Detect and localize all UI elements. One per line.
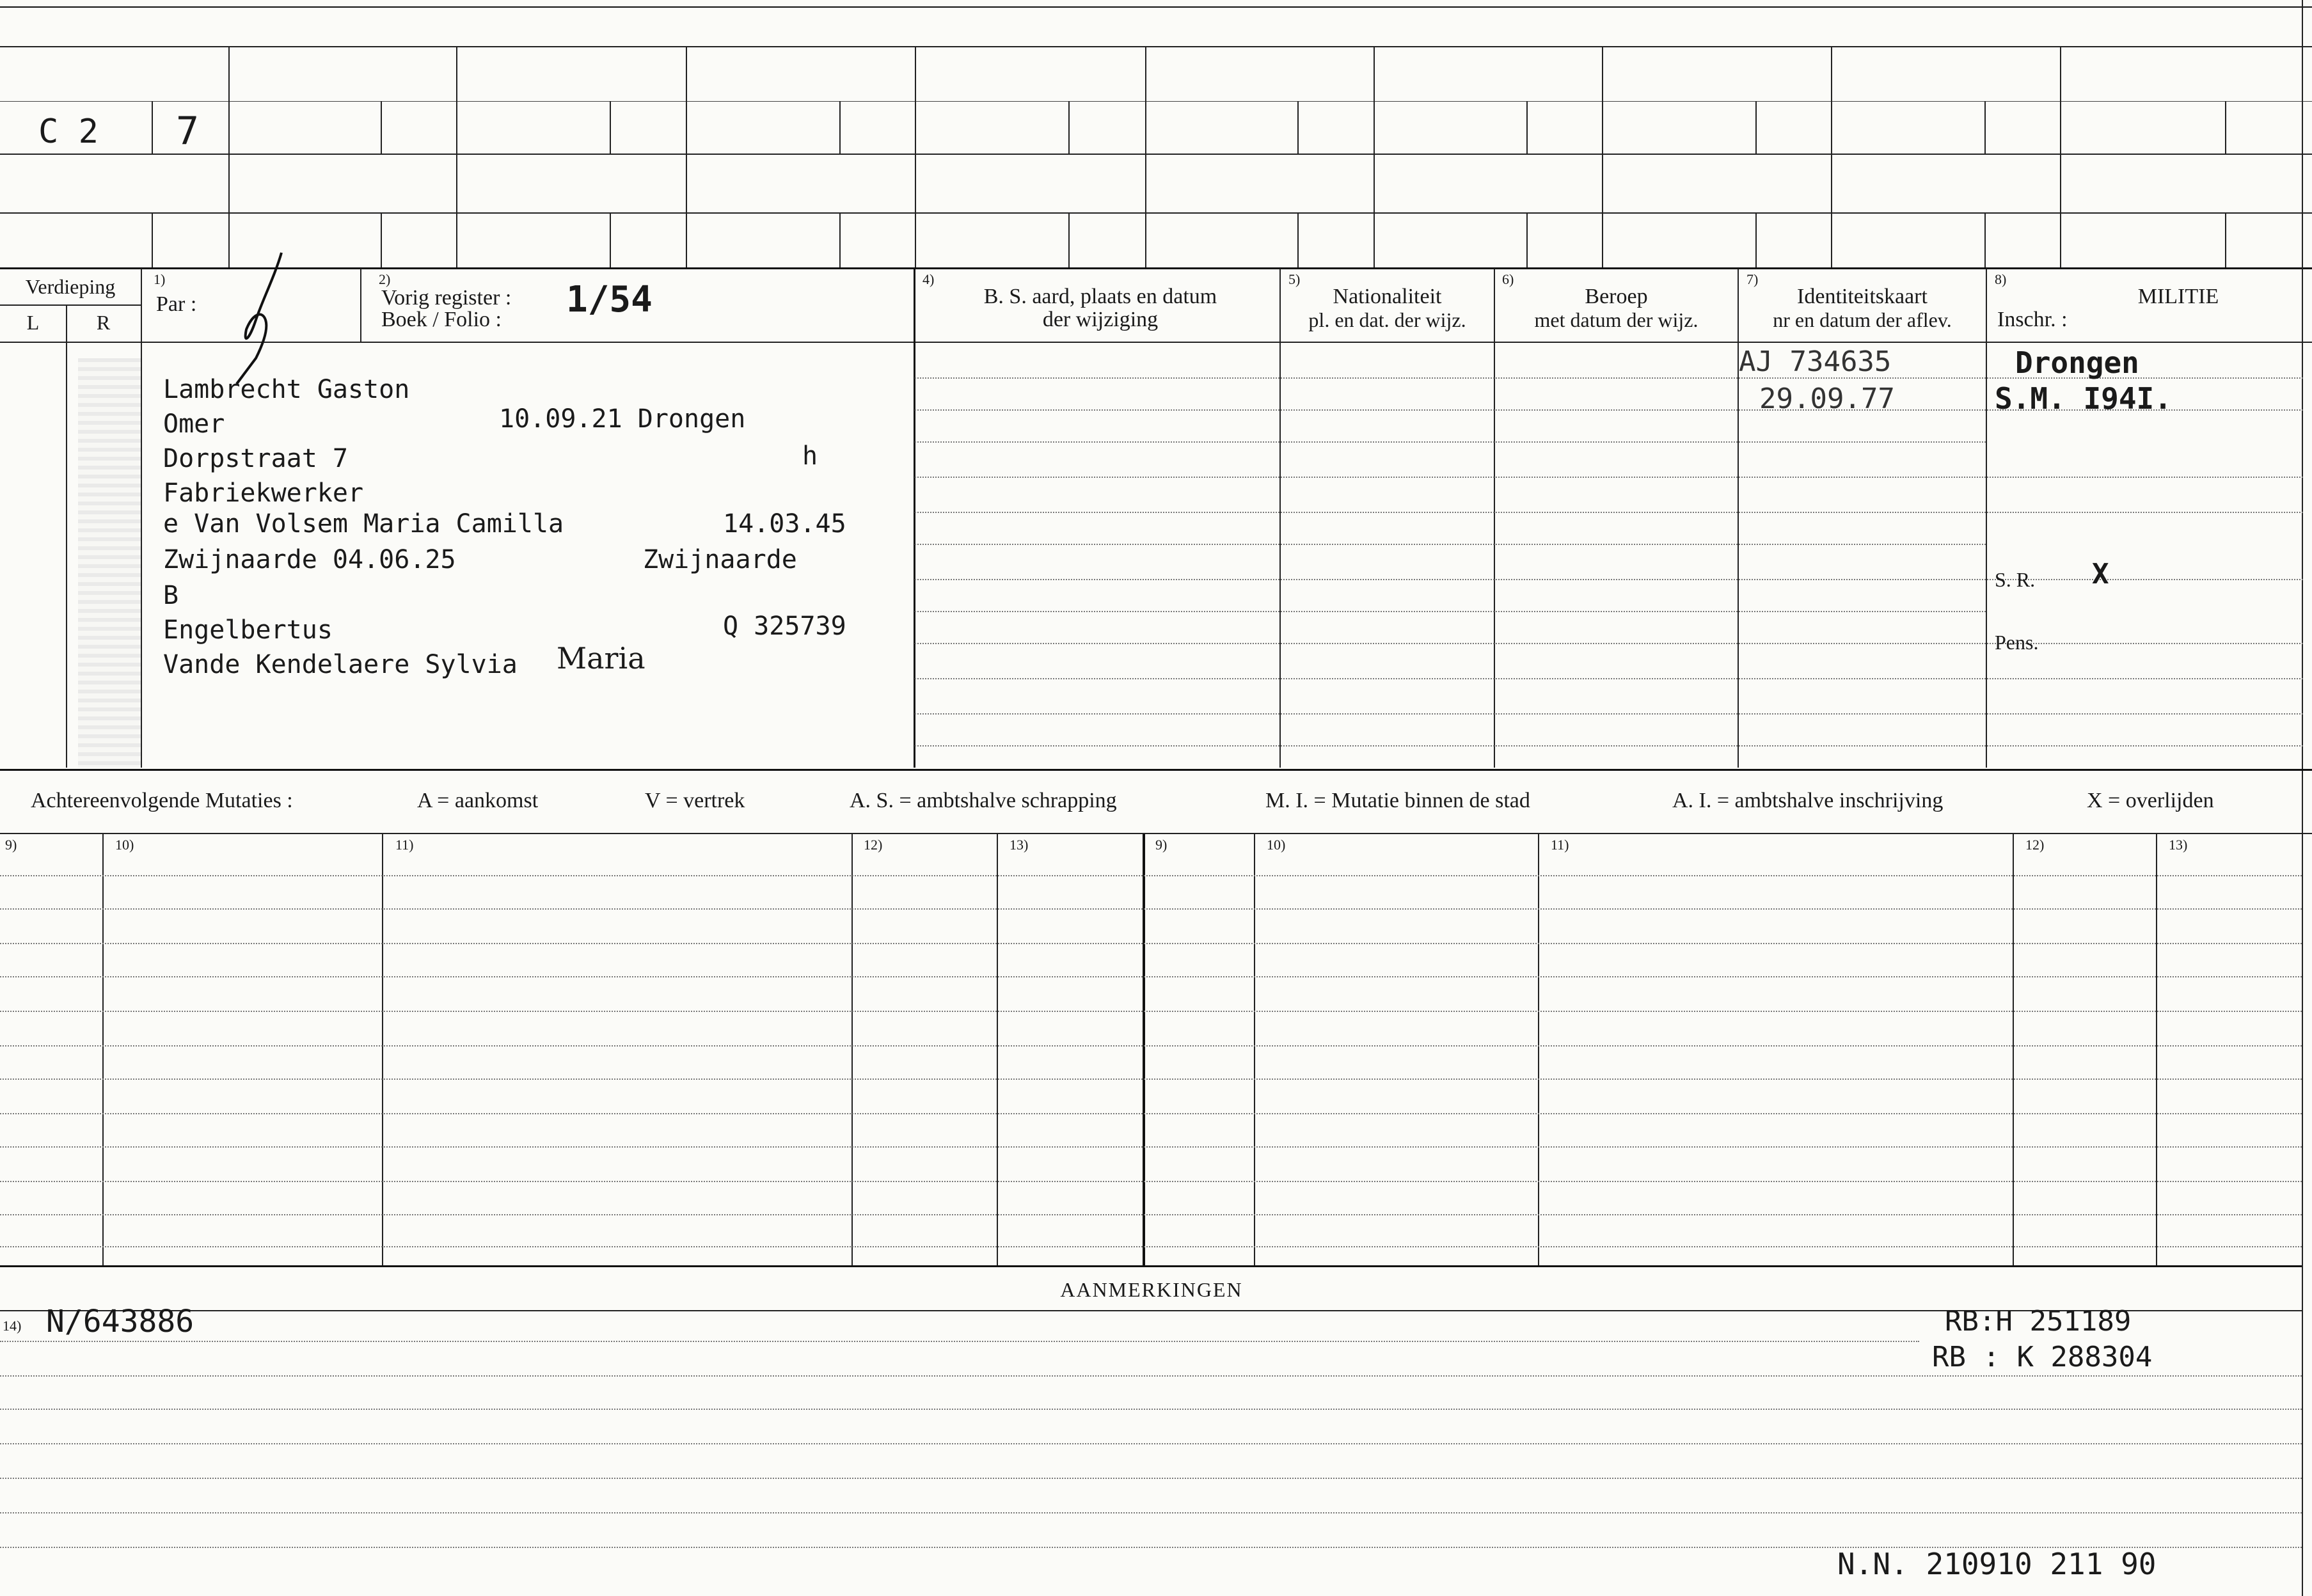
header-vline (360, 269, 361, 343)
nat-line1: Nationaliteit (1333, 285, 1442, 308)
header-line (0, 304, 141, 306)
remarks-nn: N.N. 210910 211 90 (1837, 1547, 2157, 1581)
b-mark: B (163, 581, 179, 610)
mutation-mi: M. I. = Mutatie binnen de stad (1265, 789, 1530, 812)
grid-line (0, 46, 2312, 47)
mutation-row (0, 1246, 2302, 1247)
remarks-rb2: RB : K 288304 (1932, 1341, 2153, 1373)
row-line (915, 477, 2303, 478)
grid-vline (1374, 46, 1375, 267)
id-line1: Identiteitskaart (1797, 285, 1928, 308)
person-address: Dorpstraat 7 (163, 444, 348, 473)
row-line (915, 713, 2303, 715)
beroep-num: 6) (1502, 271, 1514, 287)
mutation-vline (1143, 834, 1145, 1265)
right-border (2302, 0, 2303, 1596)
col-11-right: 11) (1551, 837, 1569, 853)
remarks-num: 14) (3, 1318, 22, 1334)
remarks-row (0, 1341, 1919, 1342)
mutation-row (0, 943, 2302, 944)
code-left: C 2 (38, 113, 99, 151)
mutation-row (0, 1146, 2302, 1148)
remarks-row (0, 1409, 2302, 1410)
row-line (915, 544, 1986, 545)
militie-year: S.M. I94I. (1995, 381, 2172, 416)
grid-vline (456, 46, 457, 267)
col-13-right: 13) (2169, 837, 2188, 853)
grid-vline (610, 101, 611, 154)
mutation-vline (102, 834, 104, 1265)
grid-vline (1755, 212, 1757, 267)
mutation-ai: A. I. = ambtshalve inschrijving (1672, 789, 1944, 812)
spouse-place: Zwijnaarde (643, 545, 797, 574)
mutation-row (0, 1045, 2302, 1047)
grid-line (0, 101, 2312, 102)
mutation-vline (851, 834, 853, 1265)
sr-label: S. R. (1995, 568, 2036, 591)
beroep-line1: Beroep (1585, 285, 1648, 308)
bs-line1: B. S. aard, plaats en datum (983, 285, 1217, 308)
vorig-value: 1/54 (566, 279, 653, 320)
header-vline (1279, 269, 1281, 768)
grid-line (0, 267, 2312, 269)
mutation-row (0, 1078, 2302, 1080)
row-line (915, 643, 2303, 644)
marriage-date: 14.03.45 (723, 509, 846, 539)
grid-vline (915, 46, 916, 267)
row-line (915, 441, 1986, 443)
legend-bottom-line (0, 833, 2312, 834)
q-code: Q 325739 (723, 612, 846, 641)
grid-vline (1984, 101, 1986, 154)
grid-vline (2225, 212, 2226, 267)
militie-title: MILITIE (2137, 285, 2219, 308)
boek-folio-label: Boek / Folio : (381, 308, 502, 331)
verdieping-r: R (96, 311, 111, 334)
mutation-vline (1254, 834, 1255, 1265)
grid-vline (686, 46, 687, 267)
mutation-vline (1538, 834, 1539, 1265)
grid-vline (1145, 46, 1146, 267)
mutation-x: X = overlijden (2087, 789, 2214, 812)
grid-vline (2225, 101, 2226, 154)
legend-top-line (0, 769, 2312, 771)
par-label: Par : (156, 292, 197, 316)
header-vline (1738, 269, 1739, 768)
grid-vline (1602, 46, 1603, 267)
id-line2: nr en datum der aflev. (1773, 308, 1952, 331)
remarks-row (0, 1512, 2302, 1513)
grid-vline (381, 212, 382, 267)
grid-vline (1526, 101, 1528, 154)
grid-vline (2060, 46, 2061, 267)
militie-place: Drongen (2015, 345, 2139, 380)
code-right: 7 (176, 109, 200, 154)
col-10-left: 10) (115, 837, 134, 853)
par-num: 1) (154, 271, 166, 287)
grid-vline (1831, 46, 1832, 267)
col-9-left: 9) (5, 837, 17, 853)
col-10-right: 10) (1267, 837, 1286, 853)
remarks-row (0, 1375, 2302, 1377)
col-12-right: 12) (2025, 837, 2045, 853)
pens-label: Pens. (1995, 631, 2039, 654)
verdieping-label: Verdieping (25, 275, 116, 298)
grid-vline (839, 101, 841, 154)
remarks-rb1: RB:H 251189 (1945, 1305, 2132, 1338)
grid-vline (839, 212, 841, 267)
person-birth: 10.09.21 Drongen (499, 404, 746, 434)
remarks-code: N/643886 (46, 1304, 194, 1339)
person-firstname: Omer (163, 409, 225, 439)
verdieping-l: L (26, 311, 40, 334)
col-13-left: 13) (1010, 837, 1029, 853)
grid-line (0, 212, 2312, 214)
stamp-smudge (78, 358, 141, 768)
grid-vline (152, 101, 153, 154)
mutation-row (0, 976, 2302, 977)
beroep-line2: met datum der wijz. (1534, 308, 1698, 331)
header-vline (66, 306, 67, 768)
grid-vline (381, 101, 382, 154)
grid-vline (1984, 212, 1986, 267)
grid-vline (610, 212, 611, 267)
grid-vline (1297, 212, 1299, 267)
bs-line2: der wijziging (1042, 308, 1159, 331)
col-9-right: 9) (1155, 837, 1168, 853)
mutation-vline (382, 834, 383, 1265)
id-card-number: AJ 734635 (1739, 345, 1892, 378)
vorig-label: Vorig register : (381, 286, 512, 310)
person-father: Engelbertus (163, 615, 333, 645)
militie-num: 8) (1995, 271, 2007, 287)
row-line (915, 512, 2303, 513)
row-line (915, 611, 1986, 612)
mutation-row (0, 1181, 2302, 1182)
id-card-date: 29.09.77 (1759, 383, 1895, 415)
person-mother: Vande Kendelaere Sylvia (163, 650, 518, 679)
mutation-row (0, 875, 2302, 876)
remarks-row (0, 1478, 2302, 1479)
header-vline (1494, 269, 1495, 768)
top-border (0, 6, 2312, 8)
mutation-v: V = vertrek (645, 789, 745, 812)
remarks-row (0, 1443, 2302, 1444)
mutation-row (0, 1113, 2302, 1114)
grid-vline (1297, 101, 1299, 154)
mutation-row (0, 908, 2302, 910)
grid-vline (1068, 101, 1070, 154)
mutation-as: A. S. = ambtshalve schrapping (850, 789, 1117, 812)
h-mark: h (802, 441, 818, 471)
grid-vline (228, 46, 230, 267)
mutation-a: A = aankomst (417, 789, 539, 812)
nat-num: 5) (1288, 271, 1301, 287)
row-line (915, 678, 2303, 679)
mutation-vline (2156, 834, 2157, 1265)
grid-vline (1068, 212, 1070, 267)
spouse-birth: Zwijnaarde 04.06.25 (163, 545, 456, 574)
mutations-title: Achtereenvolgende Mutaties : (31, 789, 293, 812)
vorig-num: 2) (379, 271, 391, 287)
grid-vline (152, 212, 153, 267)
remarks-top-line (0, 1265, 2302, 1267)
grid-line (0, 154, 2312, 155)
sr-value: X (2092, 558, 2109, 590)
mutation-row (0, 1214, 2302, 1215)
header-vline (1986, 269, 1987, 768)
mother-extra: Maria (557, 641, 645, 676)
grid-vline (1755, 101, 1757, 154)
person-spouse: e Van Volsem Maria Camilla (163, 509, 564, 539)
person-occupation: Fabriekwerker (163, 478, 364, 508)
mutation-vline (2013, 834, 2014, 1265)
nat-line2: pl. en dat. der wijz. (1308, 308, 1466, 331)
header-vline (914, 269, 915, 768)
header-bottom-line (0, 342, 2312, 343)
col-11-left: 11) (395, 837, 414, 853)
mutation-vline (997, 834, 998, 1265)
row-line (915, 745, 2303, 747)
mutation-row (0, 1011, 2302, 1012)
remarks-title: AANMERKINGEN (1060, 1278, 1243, 1301)
militie-inschr: Inschr. : (1997, 308, 2068, 331)
person-name: Lambrecht Gaston (163, 375, 410, 404)
bs-num: 4) (922, 271, 935, 287)
id-num: 7) (1746, 271, 1759, 287)
col-12-left: 12) (864, 837, 883, 853)
header-vline (141, 269, 142, 768)
grid-vline (1526, 212, 1528, 267)
